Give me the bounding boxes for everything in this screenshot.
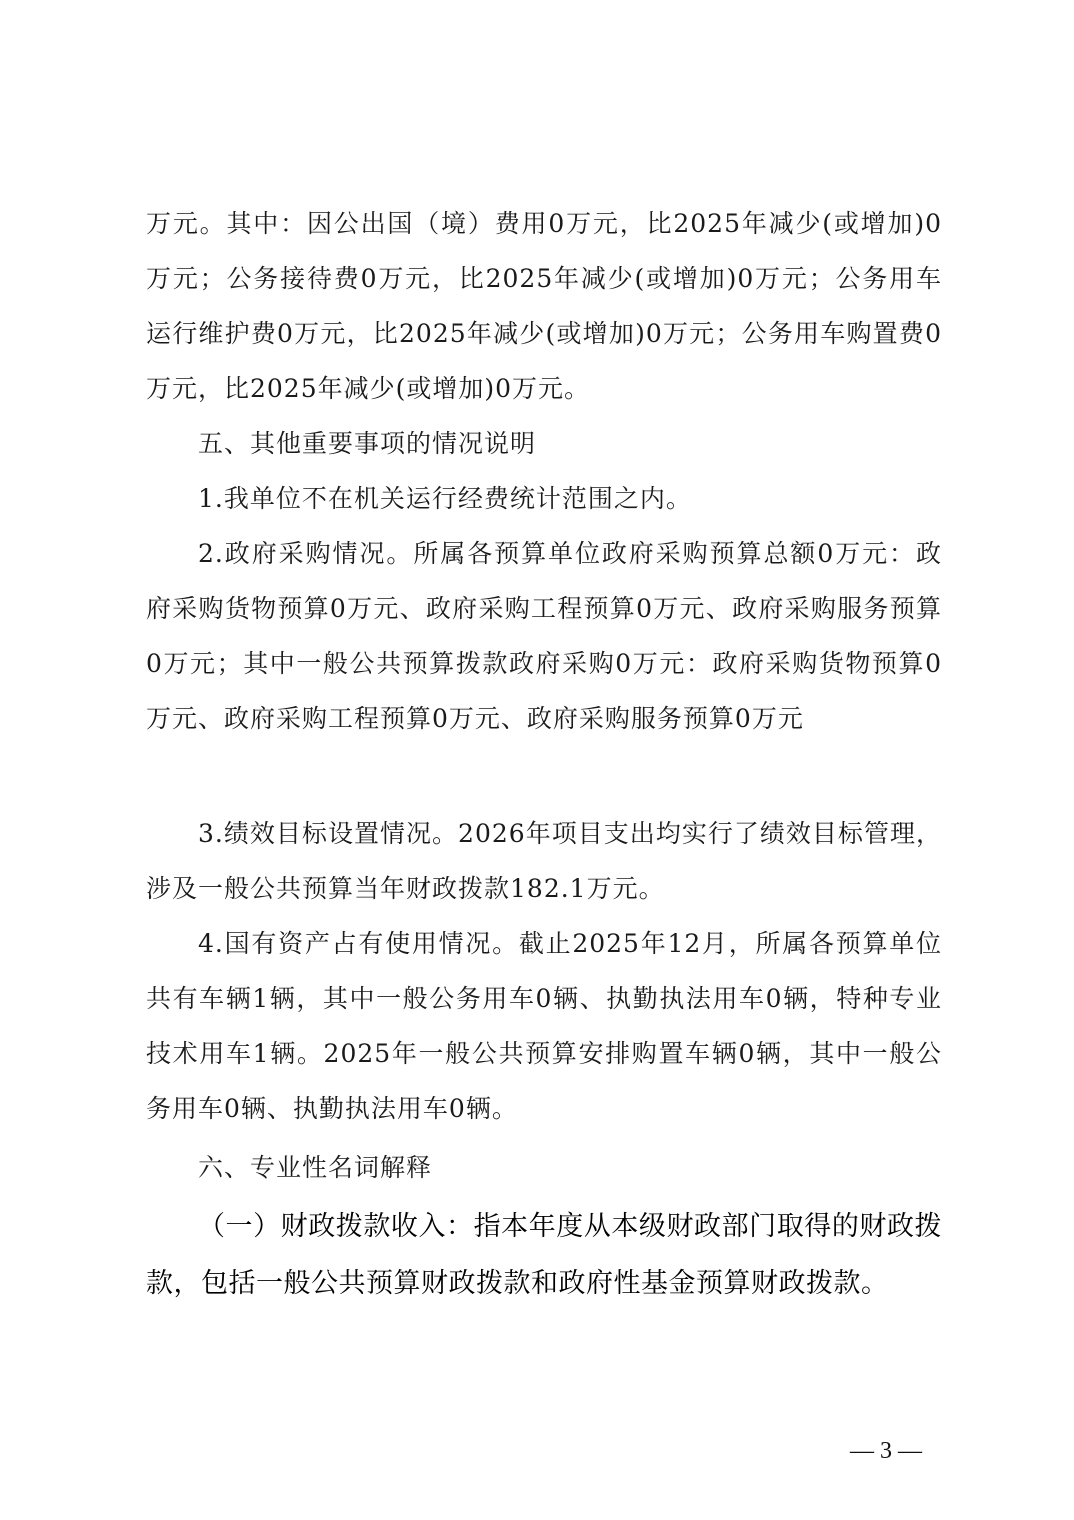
paragraph-state-assets: 4.国有资产占有使用情况。截止2025年12月，所属各预算单位共有车辆1辆，其中一般公务用车0辆、执勤执法用车0辆，特种专业技术用车1辆。2025年一般公共预算安排购置车辆0辆，其中一般公务用车0辆、执勤执法用车0辆。 (146, 929, 942, 1123)
paragraph-performance-targets: 3.绩效目标设置情况。2026年项目支出均实行了绩效目标管理，涉及一般公共预算当年财政拨款182.1万元。 (146, 819, 942, 903)
page-number: — 3 — (850, 1438, 922, 1464)
section-heading-terminology: 六、专业性名词解释 (198, 1153, 433, 1182)
section-heading-other-matters: 五、其他重要事项的情况说明 (198, 429, 537, 458)
paragraph-three-public-expenses: 万元。其中：因公出国（境）费用0万元，比2025年减少(或增加)0万元；公务接待费0万元，比2025年减少(或增加)0万元；公务用车运行维护费0万元，比2025年减少(或增加)0万元；公务用车购置费0万元，比2025年减少(或增加)0万元。 (146, 209, 942, 403)
paragraph-government-procurement: 2.政府采购情况。所属各预算单位政府采购预算总额0万元：政府采购货物预算0万元、政府采购工程预算0万元、政府采购服务预算0万元；其中一般公共预算拨款政府采购0万元：政府采购货物预算0万元、政府采购工程预算0万元、政府采购服务预算0万元 (146, 539, 942, 733)
paragraph-fiscal-appropriation-definition: （一）财政拨款收入：指本年度从本级财政部门取得的财政拨款，包括一般公共预算财政拨款和政府性基金预算财政拨款。 (146, 1211, 942, 1299)
paragraph-operating-expenses: 1.我单位不在机关运行经费统计范围之内。 (198, 484, 692, 513)
